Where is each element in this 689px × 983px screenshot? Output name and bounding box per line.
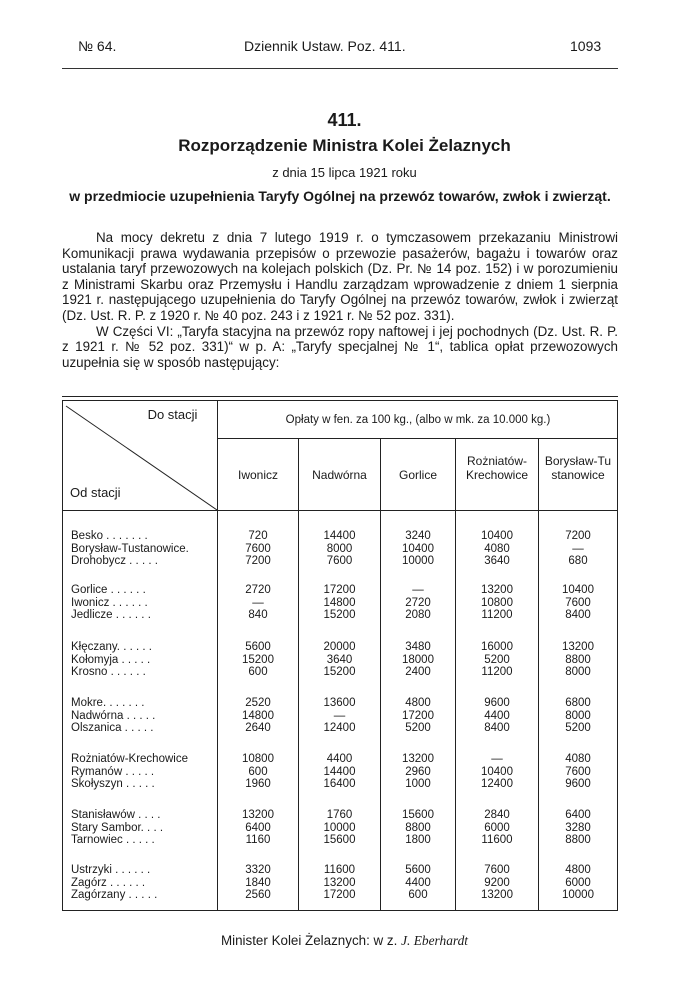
fee-cell: 6400 [245, 821, 271, 834]
from-station: Besko . . . . . . . [71, 530, 148, 542]
fee-cell: 7600 [484, 864, 510, 876]
fee-cell: — [491, 753, 503, 765]
from-station: Nadwórna . . . . . [71, 709, 156, 722]
from-station: Olszanica . . . . . [71, 722, 154, 734]
row-group-values [299, 584, 380, 622]
row-group-values [539, 697, 617, 735]
fee-cell: 6000 [565, 876, 591, 889]
from-station: Skołyszyn . . . . . [71, 778, 155, 790]
fee-cell: 10000 [562, 889, 594, 901]
fee-cell: 14400 [323, 530, 356, 542]
from-station: Jedlicze . . . . . . [71, 609, 151, 621]
fee-cell: 1840 [245, 876, 271, 889]
row-group-values [299, 753, 380, 791]
fee-cell: 2400 [405, 666, 431, 678]
fee-cell: 1160 [245, 834, 271, 846]
row-group-values [381, 641, 455, 679]
from-station: Mokre. . . . . . . [71, 697, 145, 709]
fee-cell: 13200 [402, 753, 434, 765]
row-group-values [218, 864, 298, 902]
fee-cell: 13600 [323, 697, 356, 709]
row-group-values [539, 530, 617, 568]
issue-number: № 64. [78, 38, 117, 54]
table-top-rule [62, 396, 618, 397]
document-subject: w przedmiocie uzupełnienia Taryfy Ogólnej na przewóz towarów, zwłok i zwierząt. [69, 188, 611, 204]
row-group-labels [71, 641, 216, 679]
fee-cell: 8800 [565, 834, 591, 846]
fee-cell: 6000 [484, 821, 510, 834]
row-group-values [299, 530, 380, 568]
row-group-values [218, 641, 298, 679]
row-group-values [539, 753, 617, 791]
from-station: Tarnowiec . . . . . [71, 834, 155, 846]
fee-cell: 2840 [484, 809, 510, 821]
from-station: Kołomyja . . . . . [71, 653, 151, 666]
col-header-rozniatow [458, 454, 536, 482]
paragraph-1: Na mocy dekretu z dnia 7 lutego 1919 r. o tymczasowem przekazaniu Ministrowi Komunikacji prawa wydawania przepisów o przewozie pasażerów, bagażu i towarów oraz ustalania taryf przewozowych na kolejach polskich (Dz. Pr. № 14 poz. 152) i w porozumieniu z Ministrami Skarbu oraz Przemysłu i Handlu zarządzam wprowadzenie z dniem 1 sierpnia 1921 r. następującego uzupełnienia do Taryfy Ogólnej na przewóz towarów, zwłok i zwierząt (Dz. Ust. R. P. z 1920 r. № 40 poz. 243 i z 1921 r. № 52 poz. 331). [62, 230, 618, 323]
fee-cell: 7600 [245, 542, 271, 555]
fee-cell: 8000 [565, 709, 591, 722]
fee-cell: 10400 [481, 530, 513, 542]
row-group-values [539, 809, 617, 847]
fee-cell: 10400 [562, 584, 594, 596]
fee-cell: 5200 [405, 722, 431, 734]
row-group-values [381, 864, 455, 902]
fee-cell: 13200 [242, 809, 274, 821]
fee-cell: — [333, 709, 346, 722]
from-station: Krosno . . . . . . [71, 666, 146, 678]
row-group-values [456, 697, 538, 735]
fee-cell: 5600 [245, 641, 271, 653]
col-header-iwonicz: Iwonicz [237, 468, 278, 482]
fee-cell: — [572, 542, 584, 555]
fee-cell: 11600 [323, 864, 356, 876]
fee-cell: 12400 [481, 778, 513, 790]
fee-cell: 10000 [402, 555, 434, 567]
row-group-values [218, 584, 298, 622]
from-station: Rymanów . . . . . [71, 765, 155, 778]
row-group-values [299, 809, 380, 847]
signature-name: J. Eberhardt [401, 933, 469, 948]
from-station: Zagórz . . . . . . [71, 876, 146, 889]
fee-cell: 17200 [323, 889, 356, 901]
fee-cell: 6400 [565, 809, 591, 821]
fee-cell: 7200 [565, 530, 591, 542]
row-group-values [381, 584, 455, 622]
fee-cell: 8400 [484, 722, 510, 734]
fee-cell: 7600 [565, 596, 591, 609]
fee-cell: 6800 [565, 697, 591, 709]
fee-cell: 2960 [405, 765, 431, 778]
fee-cell: 20000 [323, 641, 356, 653]
row-group-labels [71, 864, 216, 902]
fee-cell: 600 [248, 765, 268, 778]
fee-cell: 8000 [326, 542, 353, 555]
fee-cell: 11600 [481, 834, 513, 846]
row-group-values [381, 530, 455, 568]
fee-cell: 4400 [405, 876, 431, 889]
fee-cell: 600 [408, 889, 428, 901]
fee-cell: 4080 [484, 542, 510, 555]
fee-cell: 4400 [484, 709, 510, 722]
fee-cell: 7600 [326, 555, 353, 567]
fee-cell: 16400 [323, 778, 356, 790]
from-station: Ustrzyki . . . . . . [71, 864, 151, 876]
to-station-label: Do stacji [147, 407, 198, 422]
fee-cell: 16000 [481, 641, 513, 653]
col-header-boryslaw-text: Borysław-Tustanowice [544, 454, 612, 482]
fee-cell: 10400 [481, 765, 513, 778]
fee-cell: 13200 [481, 584, 513, 596]
fee-cell: 18000 [402, 653, 434, 666]
header-rule [62, 68, 618, 69]
row-group-values [539, 641, 617, 679]
from-station: Drohobycz . . . . . [71, 555, 158, 567]
fee-cell: 15600 [402, 809, 434, 821]
fee-cell: 13200 [323, 876, 356, 889]
row-group-labels [71, 530, 216, 568]
row-group-values [218, 697, 298, 735]
fee-cell: 5600 [405, 864, 431, 876]
row-group-values [381, 809, 455, 847]
fee-cell: 13200 [481, 889, 513, 901]
fees-header-rule [217, 438, 618, 439]
document-title: Rozporządzenie Ministra Kolei Żelaznych [178, 136, 511, 155]
fee-cell: 14800 [323, 596, 356, 609]
fee-cell: 720 [248, 530, 268, 542]
fee-cell: 17200 [323, 584, 356, 596]
fee-cell: 15200 [323, 666, 356, 678]
signature-line [0, 933, 689, 949]
fee-cell: 7600 [565, 765, 591, 778]
fee-cell: 10800 [242, 753, 274, 765]
fee-cell: 10400 [402, 542, 434, 555]
fee-cell: 1960 [245, 778, 271, 790]
fee-cell: 4080 [565, 753, 591, 765]
fee-cell: 3640 [484, 555, 510, 567]
row-group-labels [71, 584, 216, 622]
row-group-values [218, 809, 298, 847]
fee-cell: 4400 [326, 753, 353, 765]
fee-cell: 15200 [242, 653, 274, 666]
fee-cell: 8800 [565, 653, 591, 666]
row-group-values [299, 641, 380, 679]
fee-cell: 8800 [405, 821, 431, 834]
paragraph-2: W Części VI: „Taryfa stacyjna na przewóz ropy naftowej i jej pochodnych (Dz. Ust. R. P. z 1921 r. № 52 poz. 331)“ w p. A: „Taryfy specjalnej № 1“, tablica opłat przewozowych uzupełnia się w sposób następujący: [62, 323, 618, 370]
from-station: Rożniatów-Krechowice [71, 753, 188, 765]
fee-cell: 3480 [405, 641, 431, 653]
fee-cell: 15600 [323, 834, 356, 846]
fee-cell: 2720 [405, 596, 431, 609]
fee-table [62, 396, 618, 912]
fee-cell: 2720 [245, 584, 271, 596]
fee-cell: 3640 [326, 653, 353, 666]
fee-cell: 15200 [323, 609, 356, 621]
table-bottom-rule [62, 910, 618, 911]
fee-cell: — [252, 596, 264, 609]
signature-text: Minister Kolei Żelaznych: w z. [220, 933, 398, 948]
fee-cell: 1000 [405, 778, 431, 790]
row-group-values [456, 753, 538, 791]
fee-cell: 10800 [481, 596, 513, 609]
fee-cell: 2520 [245, 697, 271, 709]
fee-cell: 8000 [565, 666, 591, 678]
fee-cell: 8400 [565, 609, 591, 621]
from-station-label: Od stacji [70, 485, 121, 500]
row-group-values [456, 864, 538, 902]
row-group-values [218, 530, 298, 568]
col-header-boryslaw [542, 454, 614, 482]
col-header-rozniatow-text: Rożniatów-Krechowice [465, 454, 529, 482]
fee-cell: 4800 [405, 697, 431, 709]
from-station: Kłęczany. . . . . . [71, 641, 152, 653]
from-station: Iwonicz . . . . . . [71, 596, 148, 609]
fee-cell: 12400 [323, 722, 356, 734]
fee-cell: 3280 [565, 821, 591, 834]
row-group-values [456, 530, 538, 568]
fee-cell: 13200 [562, 641, 594, 653]
journal-title: Dziennik Ustaw. Poz. 411. [244, 38, 406, 54]
col-header-nadworna: Nadwórna [312, 468, 367, 482]
fee-cell: 9600 [565, 778, 591, 790]
row-group-labels [71, 753, 216, 791]
fee-cell: 17200 [402, 709, 434, 722]
row-group-labels [71, 809, 216, 847]
document-number: 411. [327, 110, 362, 130]
fee-cell: 2640 [245, 722, 271, 734]
row-group-values [456, 641, 538, 679]
from-station: Stary Sambor. . . . [71, 821, 164, 834]
from-station: Borysław-Tustanowice. [71, 542, 189, 555]
row-group-values [456, 809, 538, 847]
fee-cell: 2560 [245, 889, 271, 901]
row-group-values [381, 753, 455, 791]
fee-cell: 10000 [323, 821, 356, 834]
col-header-gorlice: Gorlice [398, 468, 437, 482]
fee-cell: 600 [248, 666, 268, 678]
fee-cell: 1800 [405, 834, 431, 846]
fee-cell: 2080 [405, 609, 431, 621]
row-group-values [381, 697, 455, 735]
table-right-border [617, 400, 618, 910]
row-group-values [299, 864, 380, 902]
row-group-values [539, 864, 617, 902]
row-group-values [456, 584, 538, 622]
row-group-values [299, 697, 380, 735]
document-date: z dnia 15 lipca 1921 roku [272, 165, 417, 180]
fee-cell: — [412, 584, 424, 596]
fee-cell: 680 [568, 555, 588, 567]
row-group-values [539, 584, 617, 622]
fee-cell: 11200 [481, 666, 513, 678]
fee-cell: 14400 [323, 765, 356, 778]
from-station: Stanisławów . . . . [71, 809, 161, 821]
fee-cell: 1760 [326, 809, 353, 821]
document-body [62, 230, 618, 370]
fee-cell: 3320 [245, 864, 271, 876]
fee-cell: 5200 [484, 653, 510, 666]
fee-cell: 11200 [481, 609, 513, 621]
fee-cell: 14800 [242, 709, 274, 722]
fee-cell: 3240 [405, 530, 431, 542]
fee-cell: 9600 [484, 697, 510, 709]
fee-cell: 840 [248, 609, 268, 621]
from-station: Gorlice . . . . . . [71, 584, 146, 596]
fee-cell: 5200 [565, 722, 591, 734]
fee-cell: 9200 [484, 876, 510, 889]
page-number: 1093 [570, 38, 602, 54]
fee-cell: 4800 [565, 864, 591, 876]
row-group-values [218, 753, 298, 791]
from-station: Zagórzany . . . . . [71, 889, 158, 901]
fees-header: Opłaty w fen. za 100 kg., (albo w mk. za 10.000 kg.) [285, 414, 551, 426]
fee-cell: 7200 [245, 555, 271, 567]
row-group-labels [71, 697, 216, 735]
